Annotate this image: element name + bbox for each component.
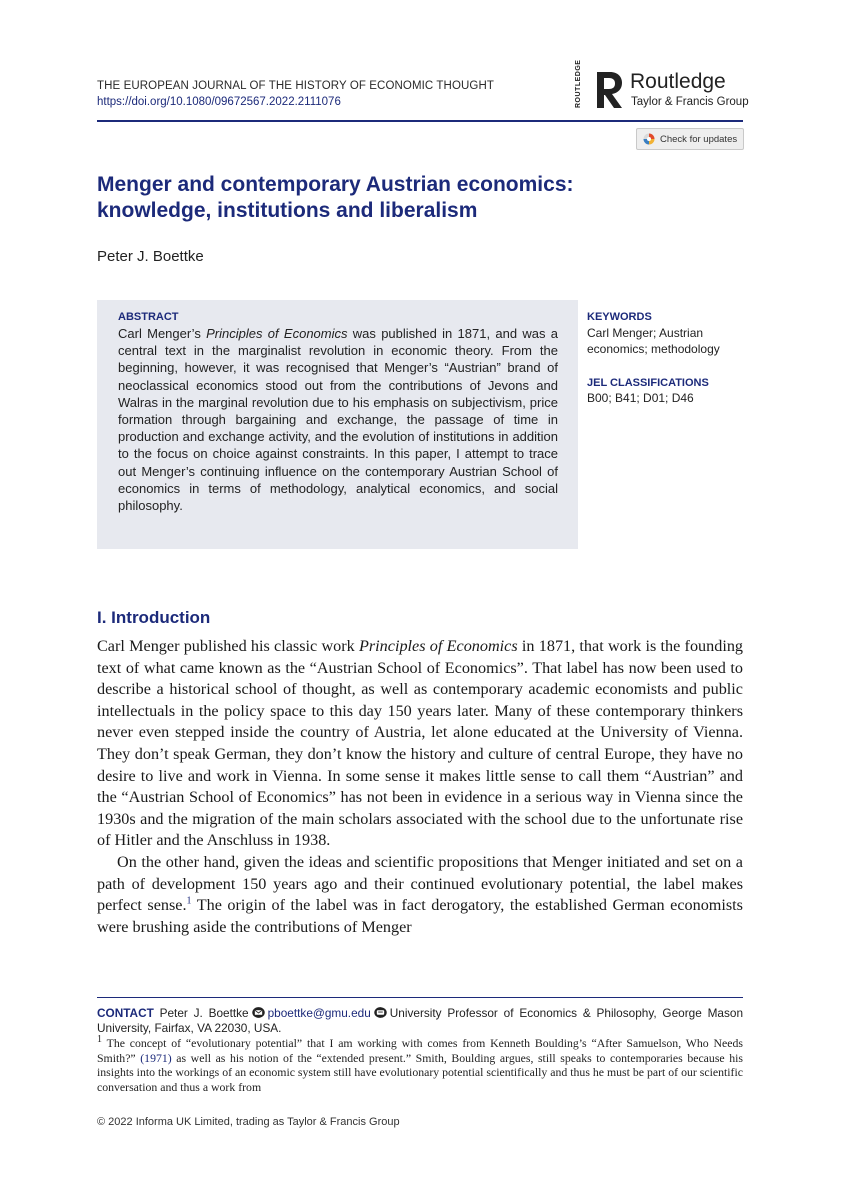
abstract-book-title: Principles of Economics (206, 326, 348, 341)
publisher-name: Routledge (630, 70, 726, 93)
article-title (97, 172, 697, 224)
contact-label: CONTACT (97, 1006, 154, 1020)
citation-link[interactable]: (1971) (140, 1050, 172, 1065)
copyright-notice: © 2022 Informa UK Limited, trading as Taylor & Francis Group (97, 1116, 400, 1128)
jel-heading: JEL CLASSIFICATIONS (587, 377, 709, 389)
p1-start: Carl Menger published his classic work (97, 637, 359, 655)
contact-name: Peter J. Boettke (159, 1006, 249, 1020)
footnote-ref[interactable]: 1 (186, 895, 192, 907)
footnote-text-start: The concept of “evolutionary potential” that I am working with comes from Kenneth Boulding’s “After Samuelson, Who Needs Smith?” (97, 1036, 743, 1065)
article-title-line-2: knowledge, institutions and liberalism (97, 199, 478, 222)
address-icon (374, 1007, 387, 1018)
jel-codes: B00; B41; D01; D46 (587, 391, 694, 405)
contact-block (97, 1006, 743, 1036)
p2-rest: The origin of the label was in fact derogatory, the established German economists were brushing aside the contributions of Menger (97, 896, 743, 936)
header-rule (97, 120, 743, 122)
keywords-heading: KEYWORDS (587, 311, 652, 323)
email-icon (252, 1007, 265, 1018)
contact-email[interactable]: pboettke@gmu.edu (267, 1006, 371, 1020)
abstract-heading: ABSTRACT (118, 311, 179, 323)
abstract-intro: Carl Menger’s (118, 326, 207, 341)
publisher-subtitle: Taylor & Francis Group (631, 96, 749, 108)
publisher-logo-text: ROUTLEDGE (575, 59, 582, 108)
footnote-text-rest: as well as his notion of the “extended present.” Smith, Boulding argues, still speaks to contemporaries because his insights into the workings of an economic system still have evolutionary potential scientifically and thus he must be part of our scientific conversation and thus a work from (97, 1050, 743, 1094)
body-text (97, 636, 743, 938)
abstract-text (118, 325, 558, 514)
paragraph-1 (97, 636, 743, 852)
routledge-logo-icon (594, 70, 624, 110)
footnote-1 (97, 1036, 743, 1094)
abstract-body: was published in 1871, and was a central text in the marginalist revolution in economic theory. From the beginning, however, it was recognised that Menger’s “Austrian” brand of neoclassical economics stood out from the contributions of Jevons and Walras in the marginal revolution due to his emphasis on subjectivism, price formation through bargaining and exchange, the passage of time in production and exchange activity, and the evolution of institutions in addition to the focus on choice against constraints. In this paper, I attempt to trace out Menger’s continuing influence on the contemporary Austrian School of economics in terms of methodology, analytical economics, and social philosophy. (118, 326, 558, 514)
doi-link[interactable]: https://doi.org/10.1080/09672567.2022.2111076 (97, 96, 341, 108)
check-for-updates-label: Check for updates (660, 133, 738, 145)
contact-affiliation: University Professor of Economics & Philosophy, George Mason University, Fairfax, VA 22030, USA. (97, 1006, 744, 1035)
section-heading: I. Introduction (97, 608, 211, 627)
author-name: Peter J. Boettke (97, 248, 204, 265)
journal-name: THE EUROPEAN JOURNAL OF THE HISTORY OF ECONOMIC THOUGHT (97, 80, 494, 92)
p1-rest: in 1871, that work is the founding text of what came known as the “Austrian School of Economics”. That label has now been used to describe a historical school of thought, as well as contemporary academic economists and public intellectuals in the policy space to this day 150 years later. Many of these contemporary thinkers never even stepped inside the country of Austria, let alone educated at the University of Vienna. They don’t speak German, they don’t know the history and culture of central Europe, they have no desire to live and work in Vienna. In some sense it makes little sense to call them “Austrian” and the “Austrian School of Economics” has not been in evidence in a serious way in Vienna since the 1930s and the migration of the main scholars associated with the school due to the unfortunate rise of Hitler and the Anschluss in 1938. (97, 637, 744, 850)
crossmark-icon (643, 133, 655, 145)
footnote-number: 1 (97, 1034, 102, 1046)
footnote-rule (97, 997, 743, 998)
paragraph-2 (97, 852, 743, 938)
keywords-text: Carl Menger; Austrian economics; methodology (587, 326, 720, 356)
p2-start: On the other hand, given the ideas and scientific propositions that Menger initiated and set on a path of development 150 years ago and their continued evolutionary potential, the label makes perfect sense. (97, 852, 743, 915)
article-title-line-1: Menger and contemporary Austrian economics: (97, 173, 574, 196)
check-for-updates-button[interactable] (636, 128, 744, 150)
p1-book-title: Principles of Economics (358, 637, 518, 655)
